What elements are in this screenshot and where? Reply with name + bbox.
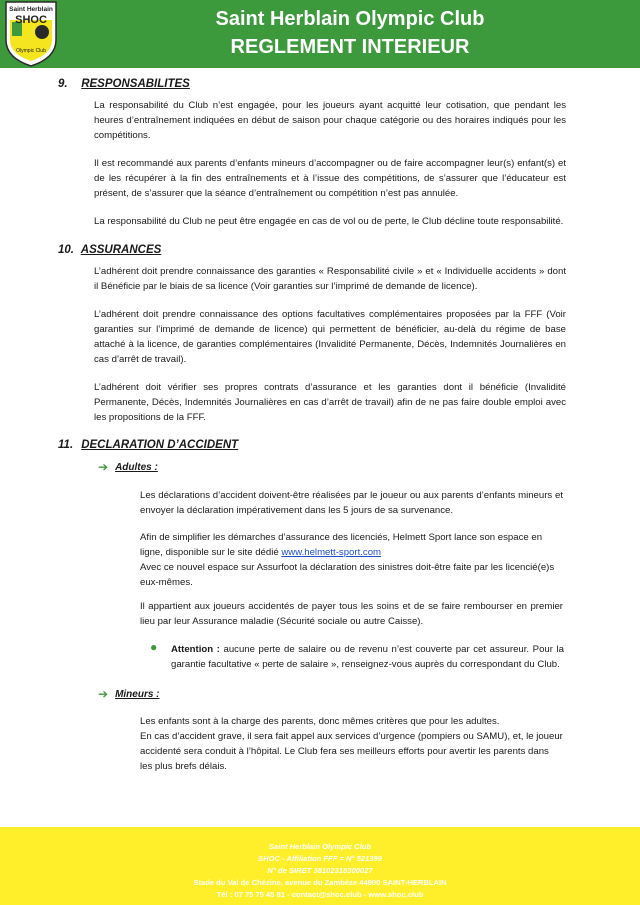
arrow-right-icon: ➔ bbox=[98, 687, 109, 701]
footer-siret: N° de SIRET 38102318300027 bbox=[267, 866, 373, 875]
section-number: 9. bbox=[58, 78, 68, 90]
paragraph-line: Afin de simplifier les démarches d’assurance des licenciés, Helmett Sport lance son espace en bbox=[140, 532, 543, 543]
section-number: 10. bbox=[58, 244, 74, 256]
section-9-heading bbox=[58, 78, 190, 90]
page-footer bbox=[0, 827, 640, 905]
paragraph: L’adhérent doit prendre connaissance des options facultatives complémentaires proposées par la FFF (Voir garanties sur l’imprimé de demande de licence) qui permettent de bénéficier, au-delà du régime de base attaché à la licence, de garanties complémentaires (Invalidité Permanente, Décès, Indemnités Journalières en cas d’arrêt de travail). bbox=[94, 309, 566, 365]
logo-mark-text: SHOC bbox=[15, 14, 47, 26]
logo-bottom-text: Olympic Club bbox=[16, 48, 46, 54]
paragraph: Les déclarations d’accident doivent-être réalisées par le joueur ou aux parents d’enfants mineurs et envoyer la déclaration impérativement dans les 5 jours de sa survenance. bbox=[140, 490, 563, 516]
helmett-sport-link[interactable]: www.helmett-sport.com bbox=[281, 547, 382, 558]
attention-paragraph bbox=[171, 642, 564, 672]
paragraph-line: Avec ce nouvel espace sur Assurfoot la déclaration des sinistres doit-être faite par les licencié(e)s eux-mêmes. bbox=[140, 562, 555, 588]
adults-label: Adultes : bbox=[115, 461, 158, 473]
section-10-heading bbox=[58, 244, 161, 256]
paragraph-text: ligne, disponible sur le site dédié bbox=[140, 547, 279, 558]
bullet-icon: ● bbox=[150, 640, 158, 654]
header-subtitle: REGLEMENT INTERIEUR bbox=[230, 36, 470, 58]
paragraph-helmett bbox=[140, 530, 563, 590]
paragraph: Il est recommandé aux parents d’enfants mineurs d’accompagner ou de faire accompagner leur(s) enfant(s) et de les récupérer à la fin des entraînements et à l’issue des compétitions, de s’assurer que l’éducateur est présent, de s’assurer que la séance d’entraînement ou compétition n’est pas annulée. bbox=[94, 158, 566, 199]
section-number: 11. bbox=[58, 439, 74, 451]
section-title: DECLARATION D’ACCIDENT bbox=[81, 439, 239, 451]
paragraph-line bbox=[140, 545, 563, 560]
logo-top-text: Saint Herblain bbox=[9, 6, 53, 13]
paragraph: L’adhérent doit prendre connaissance des garanties « Responsabilité civile » et « Individuelle accidents » dont il Bénéficie par le biais de sa licence (Voir garanties sur l’imprimé de demande de licence). bbox=[94, 266, 566, 292]
footer-club-name: Saint Herblain Olympic Club bbox=[268, 842, 372, 851]
paragraph-minors bbox=[140, 714, 563, 774]
paragraph: Il appartient aux joueurs accidentés de payer tous les soins et de se faire rembourser en premier lieu par leur Assurance maladie (Sécurité sociale ou autre Caisse). bbox=[140, 601, 563, 627]
section-title: ASSURANCES bbox=[80, 244, 162, 256]
paragraph-line: En cas d’accident grave, il sera fait appel aux services d’urgence (pompiers ou SAMU), et, le joueur accidenté sera conduit à l’hôpital. Le Club fera ses meilleurs efforts pour avertir les parents dans les plus brefs délais. bbox=[140, 731, 563, 772]
footer-address: Stade du Val de Chézine, avenue du Zambèze 44800 SAINT-HERBLAIN bbox=[193, 878, 447, 887]
attention-text: aucune perte de salaire ou de revenu n’est couverte par cet assureur. Pour la garantie facultative « perte de salaire », renseignez-vous auprès du correspondant du Club. bbox=[171, 644, 564, 670]
footer-affiliation: SHOC - Affiliation FFF = N° 521399 bbox=[258, 854, 382, 863]
footer-contact: Tél : 07 75 75 45 81 - contact@shoc.club - www.shoc.club bbox=[216, 890, 424, 899]
section-title: RESPONSABILITES bbox=[81, 78, 190, 90]
header-title: Saint Herblain Olympic Club bbox=[215, 8, 485, 30]
arrow-right-icon: ➔ bbox=[98, 460, 109, 474]
paragraph: La responsabilité du Club n’est engagée, pour les joueurs ayant acquitté leur cotisation, que pendant les heures d’entraînement indiquées en début de saison pour chaque catégorie ou des horaires indiqués pour les compétitions. bbox=[94, 100, 566, 141]
paragraph: L’adhérent doit vérifier ses propres contrats d’assurance et les garanties dont il bénéficie (Invalidité Permanente, Décès, Indemnités Journalières en cas d’arrêt de travail) afin de ne pas faire double emploi avec les propositions de la FFF. bbox=[94, 382, 566, 423]
section-11-heading bbox=[58, 439, 238, 451]
paragraph: La responsabilité du Club ne peut être engagée en cas de vol ou de perte, le Club décline toute responsabilité. bbox=[94, 216, 564, 227]
paragraph-line: Les enfants sont à la charge des parents, donc mêmes critères que pour les adultes. bbox=[140, 716, 500, 727]
attention-label: Attention : bbox=[171, 644, 220, 655]
page-header bbox=[0, 0, 640, 68]
minors-subheading bbox=[98, 687, 160, 701]
club-crest-icon bbox=[2, 0, 60, 68]
minors-label: Mineurs : bbox=[115, 688, 160, 700]
adults-subheading bbox=[98, 460, 158, 474]
